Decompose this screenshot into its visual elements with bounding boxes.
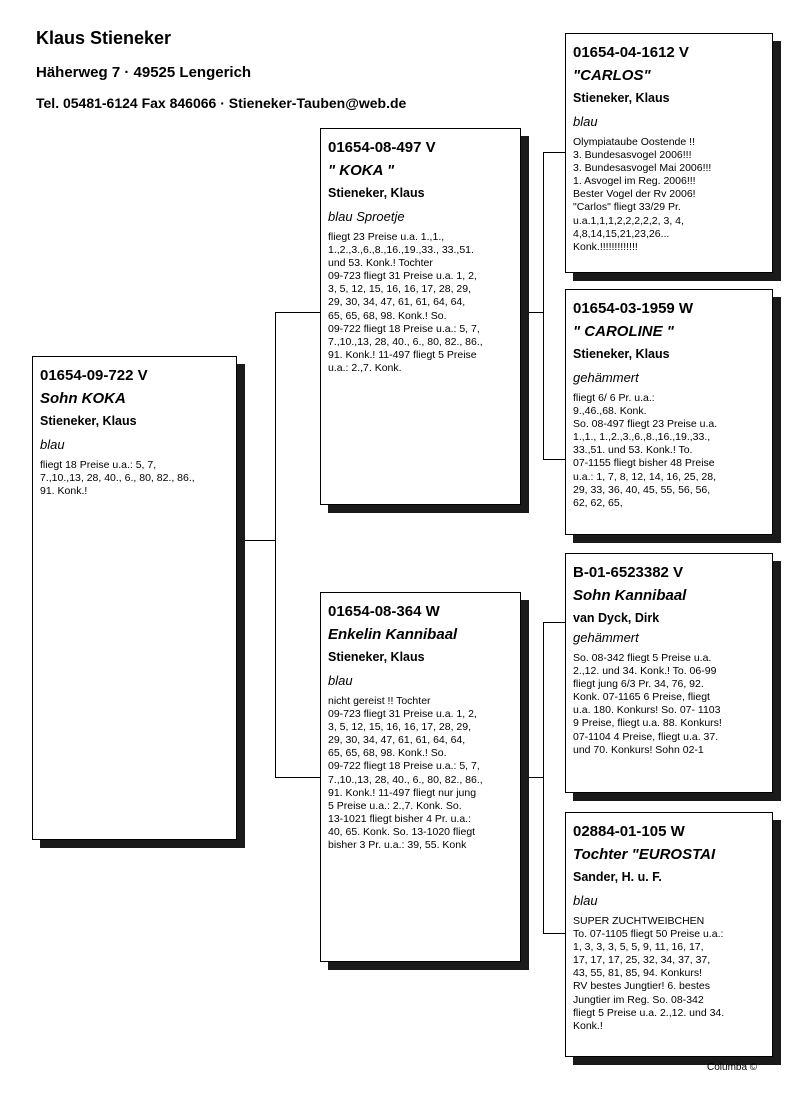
pigeon-name: Sohn KOKA [40, 390, 126, 407]
pigeon-name: " CAROLINE " [573, 323, 674, 340]
breeder-address: Häherweg 7 · 49525 Lengerich [36, 64, 252, 81]
ring-number: 01654-09-722 V [40, 367, 148, 384]
pigeon-breeder: Stieneker, Klaus [328, 650, 425, 664]
pigeon-card-dam [320, 592, 521, 962]
pigeon-color: blau Sproetje [328, 209, 405, 224]
ring-number: B-01-6523382 V [573, 564, 684, 581]
pigeon-breeder: Stieneker, Klaus [40, 414, 137, 428]
pigeon-breeder: Stieneker, Klaus [328, 186, 425, 200]
breeder-name: Klaus Stieneker [36, 28, 172, 48]
connector-line [543, 622, 565, 623]
pigeon-card-sire-dam [565, 289, 773, 535]
connector-line [275, 312, 276, 777]
pigeon-color: blau [40, 437, 65, 452]
pigeon-color: blau [573, 114, 598, 129]
connector-line [543, 152, 565, 153]
connector-line [520, 312, 544, 313]
pigeon-description: So. 08-342 fliegt 5 Preise u.a. 2.,12. und 34. Konk.! To. 06-99 fliegt jung 6/3 Pr. 34, 76, 92. Konk. 07-1165 6 Preise, fliegt u.a. 180. Konkurs! So. 07- 1103 9 Preise, fliegt u.a. 88. Konkurs! 07-1104 4 Preise, fliegt u.a. 37. und 70. Konkurs! Sohn 02-1 [573, 652, 722, 756]
pigeon-name: Tochter "EUROSTAI [573, 846, 716, 863]
ring-number: 01654-08-497 V [328, 139, 436, 156]
ring-number: 01654-08-364 W [328, 603, 440, 620]
footer-credit: Columba © [707, 1062, 758, 1073]
pigeon-card-sire-sire [565, 33, 773, 273]
pigeon-description: Olympiataube Oostende !! 3. Bundesasvogel 2006!!! 3. Bundesasvogel Mai 2006!!! 1. Asvogel im Reg. 2006!!! Bester Vogel der Rv 2006! "Carlos" fliegt 33/29 Pr. u.a.1,1,1,2,2,2,2,2, 3, 4, 4,8,14,15,21,23,26... Konk.!!!!!!!!!!!!! [573, 136, 712, 253]
pigeon-breeder: van Dyck, Dirk [573, 611, 660, 625]
connector-line [236, 540, 276, 541]
pigeon-breeder: Sander, H. u. F. [573, 870, 662, 884]
pigeon-description: fliegt 18 Preise u.a.: 5, 7, 7.,10.,13, 28, 40., 6., 80, 82., 86., 91. Konk.! [40, 459, 195, 498]
pigeon-description: nicht gereist !! Tochter 09-723 fliegt 31 Preise u.a. 1, 2, 3, 5, 12, 15, 16, 16, 17, 28, 29, 29, 30, 34, 47, 61, 61, 64, 64, 65, 65, 68, 98. Konk.! So. 09-722 fliegt 18 Preise u.a.: 5, 7, 7.,10.,13, 28, 40., 6., 80, 82., 86., 91. Konk.! 11-497 fliegt nur jung 5 Preise u.a.: 2.,7. Konk. So. 13-1021 fliegt bisher 4 Pr. u.a.: 40, 65. Konk. So. 13-1020 fliegt bisher 3 Pr. u.a.: 39, 55. Konk [328, 695, 483, 852]
pigeon-description: fliegt 23 Preise u.a. 1.,1., 1.,2.,3.,6.,8.,16.,19.,33., 33.,51. und 53. Konk.! Tochter 09-723 fliegt 31 Preise u.a. 1, 2, 3, 5, 12, 15, 16, 16, 17, 28, 29, 29, 30, 34, 47, 61, 61, 64, 64, 65, 65, 68, 98. Konk.! So. 09-722 fliegt 18 Preise u.a.: 5, 7, 7.,10.,13, 28, 40., 6., 80, 82., 86., 91. Konk.! 11-497 fliegt 5 Preise u.a.: 2.,7. Konk. [328, 231, 483, 374]
connector-line [275, 312, 321, 313]
pigeon-name: Enkelin Kannibaal [328, 626, 458, 643]
pigeon-card-dam-dam [565, 812, 773, 1057]
pigeon-description: SUPER ZUCHTWEIBCHEN To. 07-1105 fliegt 50 Preise u.a.: 1, 3, 3, 3, 5, 5, 9, 11, 16, 17, 17, 17, 17, 25, 32, 34, 37, 37, 43, 55, 81, 85, 94. Konkurs! RV bestes Jungtier! 6. bestes Jungtier im Reg. So. 08-342 fliegt 5 Preise u.a. 2.,12. und 34. Konk.! [573, 915, 725, 1032]
pigeon-name: "CARLOS" [573, 67, 651, 84]
pigeon-breeder: Stieneker, Klaus [573, 347, 670, 361]
ring-number: 01654-03-1959 W [573, 300, 694, 317]
pigeon-card-subject [32, 356, 237, 840]
connector-line [543, 622, 544, 933]
pigeon-color: gehämmert [573, 370, 639, 385]
pigeon-name: Sohn Kannibaal [573, 587, 687, 604]
pigeon-card-dam-sire [565, 553, 773, 793]
pigeon-description: fliegt 6/ 6 Pr. u.a.: 9.,46.,68. Konk. So. 08-497 fliegt 23 Preise u.a. 1.,1., 1.,2.,3.,6.,8.,16.,19.,33., 33.,51. und 53. Konk.! To. 07-1155 fliegt bisher 48 Preise u.a.: 1, 7, 8, 12, 14, 16, 25, 28, 29, 33, 36, 40, 45, 55, 56, 56, 62, 62, 65, [573, 392, 718, 509]
pigeon-color: blau [328, 673, 353, 688]
pigeon-name: " KOKA " [328, 162, 395, 179]
pigeon-color: gehämmert [573, 630, 639, 645]
pigeon-color: blau [573, 893, 598, 908]
breeder-contact: Tel. 05481-6124 Fax 846066 · Stieneker-Tauben@web.de [36, 95, 407, 111]
connector-line [543, 459, 565, 460]
pigeon-card-sire [320, 128, 521, 505]
ring-number: 02884-01-105 W [573, 823, 685, 840]
connector-line [543, 933, 565, 934]
connector-line [520, 777, 544, 778]
connector-line [275, 777, 321, 778]
pigeon-breeder: Stieneker, Klaus [573, 91, 670, 105]
ring-number: 01654-04-1612 V [573, 44, 689, 61]
connector-line [543, 152, 544, 459]
